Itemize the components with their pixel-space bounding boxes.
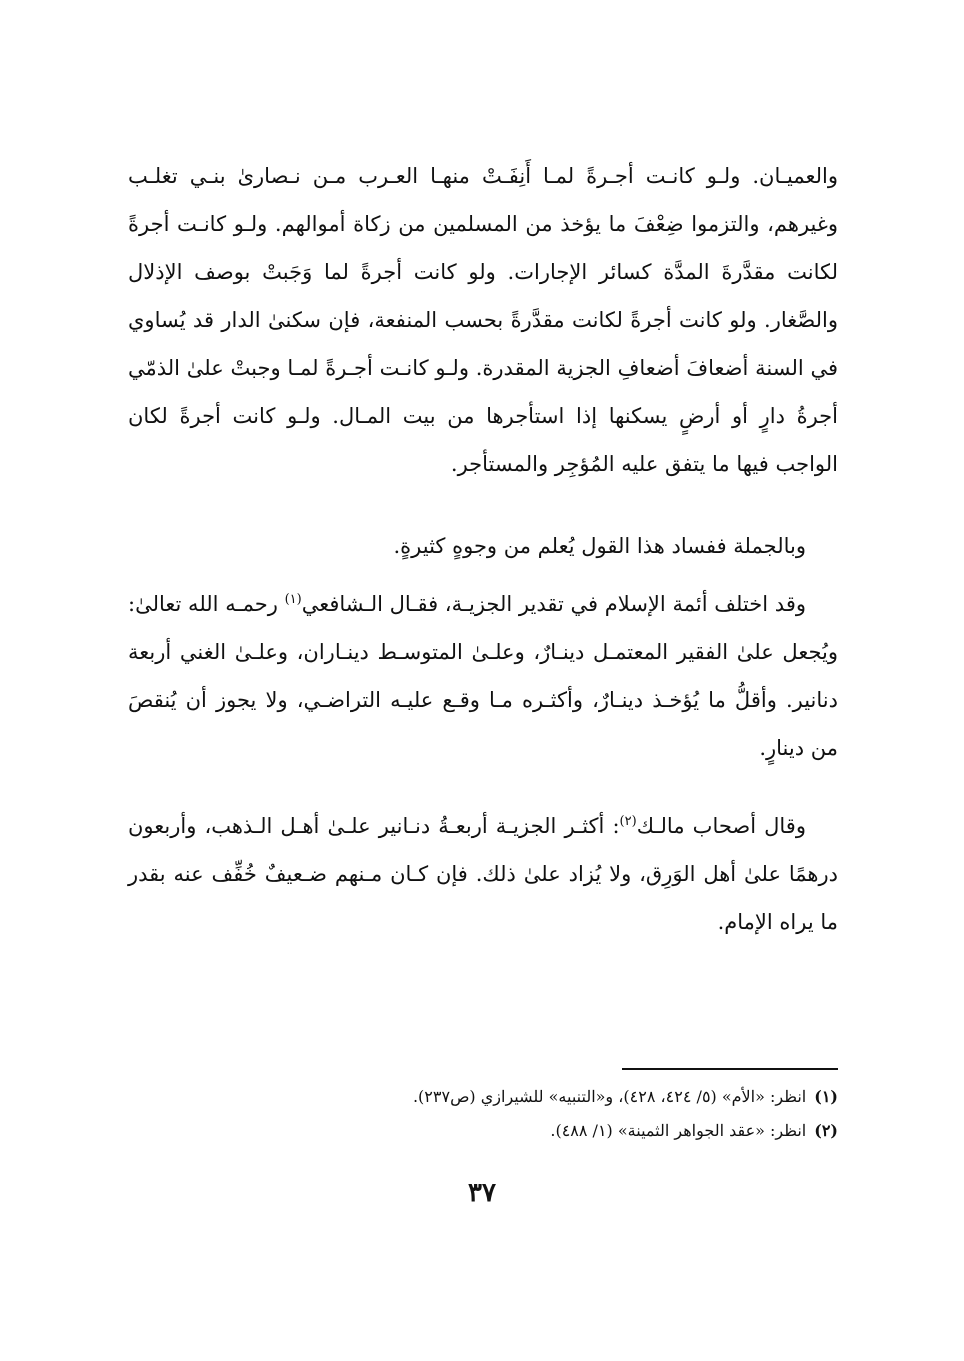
paragraph-2 bbox=[128, 522, 838, 570]
paragraph-text-before-ref: وقد اختلف أئمة الإسلام في تقدير الجزيـة، فقـال الـشافعي bbox=[301, 592, 806, 616]
footnote-number: (١) bbox=[814, 1087, 838, 1106]
page-number: ٣٧ bbox=[468, 1178, 496, 1208]
paragraph-text-after-ref: رحمـه الله تعالىٰ: ويُجعل علىٰ الفقير المعتمـل دينـارٌ، وعلـىٰ المتوسـط دينـاران، وعلـىٰ الغني أربعة دنانير. وأقلُّ ما يُؤخـذ دينـارٌ، وأكثـره مـا وقـع عليـه التراضـي، ولا يجوز أن يُنقصَ من دينارٍ. bbox=[128, 592, 838, 760]
paragraph-1 bbox=[128, 152, 838, 488]
footnote-2 bbox=[128, 1114, 838, 1148]
paragraph-4 bbox=[128, 802, 838, 946]
footnote-number: (٢) bbox=[814, 1121, 838, 1140]
paragraph-text: وبالجملة ففساد هذا القول يُعلم من وجوهٍ كثيرةٍ. bbox=[393, 534, 806, 558]
paragraph-text bbox=[128, 580, 838, 772]
footnote-text: انظر: «الأم» (٥/ ٤٢٤، ٤٢٨)، و«التنبيه» للشيرازي (ص٢٣٧). bbox=[412, 1087, 807, 1106]
footnote-text: انظر: «عقد الجواهر الثمينة» (١/ ٤٨٨). bbox=[550, 1121, 807, 1140]
paragraph-3 bbox=[128, 580, 838, 772]
footnotes-section bbox=[128, 1080, 838, 1148]
footnote-1 bbox=[128, 1080, 838, 1114]
footnote-reference-1[interactable]: (١) bbox=[284, 592, 302, 607]
paragraph-text bbox=[128, 802, 838, 946]
footnote-reference-2[interactable]: (٢) bbox=[619, 814, 637, 829]
paragraph-text-after-ref: : أكثـر الجزيـة أربعـةُ دنـانير علـىٰ أهـل الـذهب، وأربعون درهمًا علىٰ أهل الوَرِق، ولا يُزاد علىٰ ذلك. فإن كـان مـنهم ضـعيفٌ خُفِّف عنه بقدر ما يراه الإمام. bbox=[128, 814, 838, 934]
paragraph-text: والعميـان. ولـو كانـت أجـرةً لمـا أَنِفَـتْ منهـا العـرب مـن نـصارىٰ بنـي تغلـب وغيرهم، والتزموا ضِعْفَ ما يؤخذ من المسلمين من زكاة أموالهم. ولـو كانـت أجرةً لكانت مقدَّرةَ المدَّة كسائر الإجارات. ولو كانت أجرةً لما وَجَبتْ بوصف الإذلال والصَّغار. ولو كانت أجرةً لكانت مقدَّرةً بحسب المنفعة، فإن سكنىٰ الدار قد يُساوي في السنة أضعافَ أضعافِ الجزية المقدرة. ولـو كانـت أجـرةً لمـا وجبتْ علىٰ الذمّي أجرةُ دارٍ أو أرضٍ يسكنها إذا استأجرها من بيت المـال. ولـو كانت أجرةً لكان الواجب فيها ما يتفق عليه المُؤجِر والمستأجر. bbox=[128, 164, 838, 476]
paragraph-text-before-ref: وقال أصحاب مالـك bbox=[636, 814, 806, 838]
footnote-divider bbox=[622, 1068, 838, 1070]
